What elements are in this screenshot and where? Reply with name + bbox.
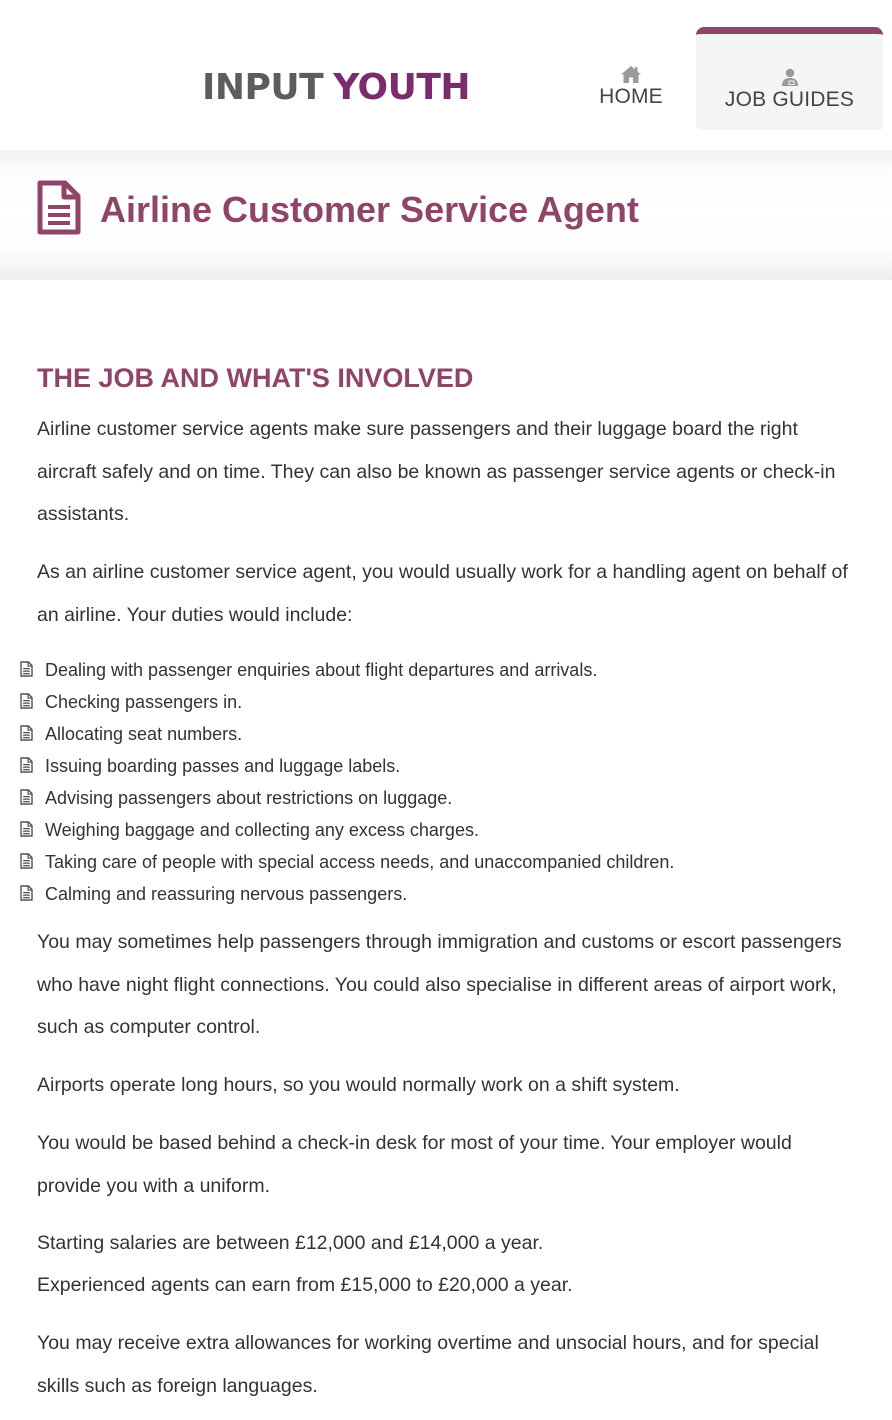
section-heading: THE JOB AND WHAT'S INVOLVED [37,363,474,393]
list-item [0,654,892,686]
document-bullet-icon [20,757,33,773]
duty-text: Advising passengers about restrictions on luggage. [45,788,453,808]
list-item [0,686,892,718]
site-logo[interactable] [202,66,470,110]
logo-part-youth: YOUTH [333,67,471,108]
paragraph-uniform: You would be based behind a check-in desk for most of your time. Your employer would provide you with a uniform. [37,1132,792,1197]
list-item [0,846,892,878]
duty-text: Checking passengers in. [45,692,243,712]
paragraph-extra-duties: You may sometimes help passengers through immigration and customs or escort passengers who have night flight connections. You could also specialise in different areas of airport work, such as computer control. [37,931,842,1038]
duty-text: Dealing with passenger enquiries about flight departures and arrivals. [45,660,598,680]
paragraph-allowances: You may receive extra allowances for working overtime and unsocial hours, and for special skills such as foreign languages. [37,1332,819,1397]
title-band [0,150,892,280]
paragraph-duties-intro: As an airline customer service agent, you would usually work for a handling agent on behalf of an airline. Your duties would include: [37,561,848,626]
document-bullet-icon [20,885,33,901]
list-item [0,814,892,846]
document-bullet-icon [20,693,33,709]
list-item [0,718,892,750]
list-item [0,878,892,910]
duty-text: Taking care of people with special access needs, and unaccompanied children. [45,852,675,872]
page-title: Airline Customer Service Agent [100,189,639,230]
home-icon [621,66,641,83]
document-bullet-icon [20,853,33,869]
document-bullet-icon [20,789,33,805]
nav-home-label: HOME [599,84,663,108]
paragraph-intro: Airline customer service agents make sure passengers and their luggage board the right aircraft safely and on time. They can also be known as passenger service agents or check-in assistants. [37,418,836,525]
document-bullet-icon [20,661,33,677]
paragraph-starting-salary: Starting salaries are between £12,000 and £14,000 a year. [37,1232,544,1254]
paragraph-shifts: Airports operate long hours, so you would normally work on a shift system. [37,1074,680,1096]
paragraph-experienced-salary: Experienced agents can earn from £15,000 to £20,000 a year. [37,1274,573,1296]
list-item [0,750,892,782]
logo-part-input: INPUT [202,67,324,108]
duties-list [0,654,892,910]
nav-job-guides-label: JOB GUIDES [724,88,855,111]
nav-job-guides[interactable] [696,27,883,130]
document-icon [37,180,81,235]
nav-home[interactable] [584,27,678,130]
document-bullet-icon [20,821,33,837]
duty-text: Allocating seat numbers. [45,724,243,744]
duty-text: Issuing boarding passes and luggage labels. [45,756,401,776]
duty-text: Calming and reassuring nervous passengers. [45,884,408,904]
duty-text: Weighing baggage and collecting any excess charges. [45,820,479,840]
site-header [0,0,892,150]
document-bullet-icon [20,725,33,741]
user-icon [781,68,799,86]
list-item [0,782,892,814]
